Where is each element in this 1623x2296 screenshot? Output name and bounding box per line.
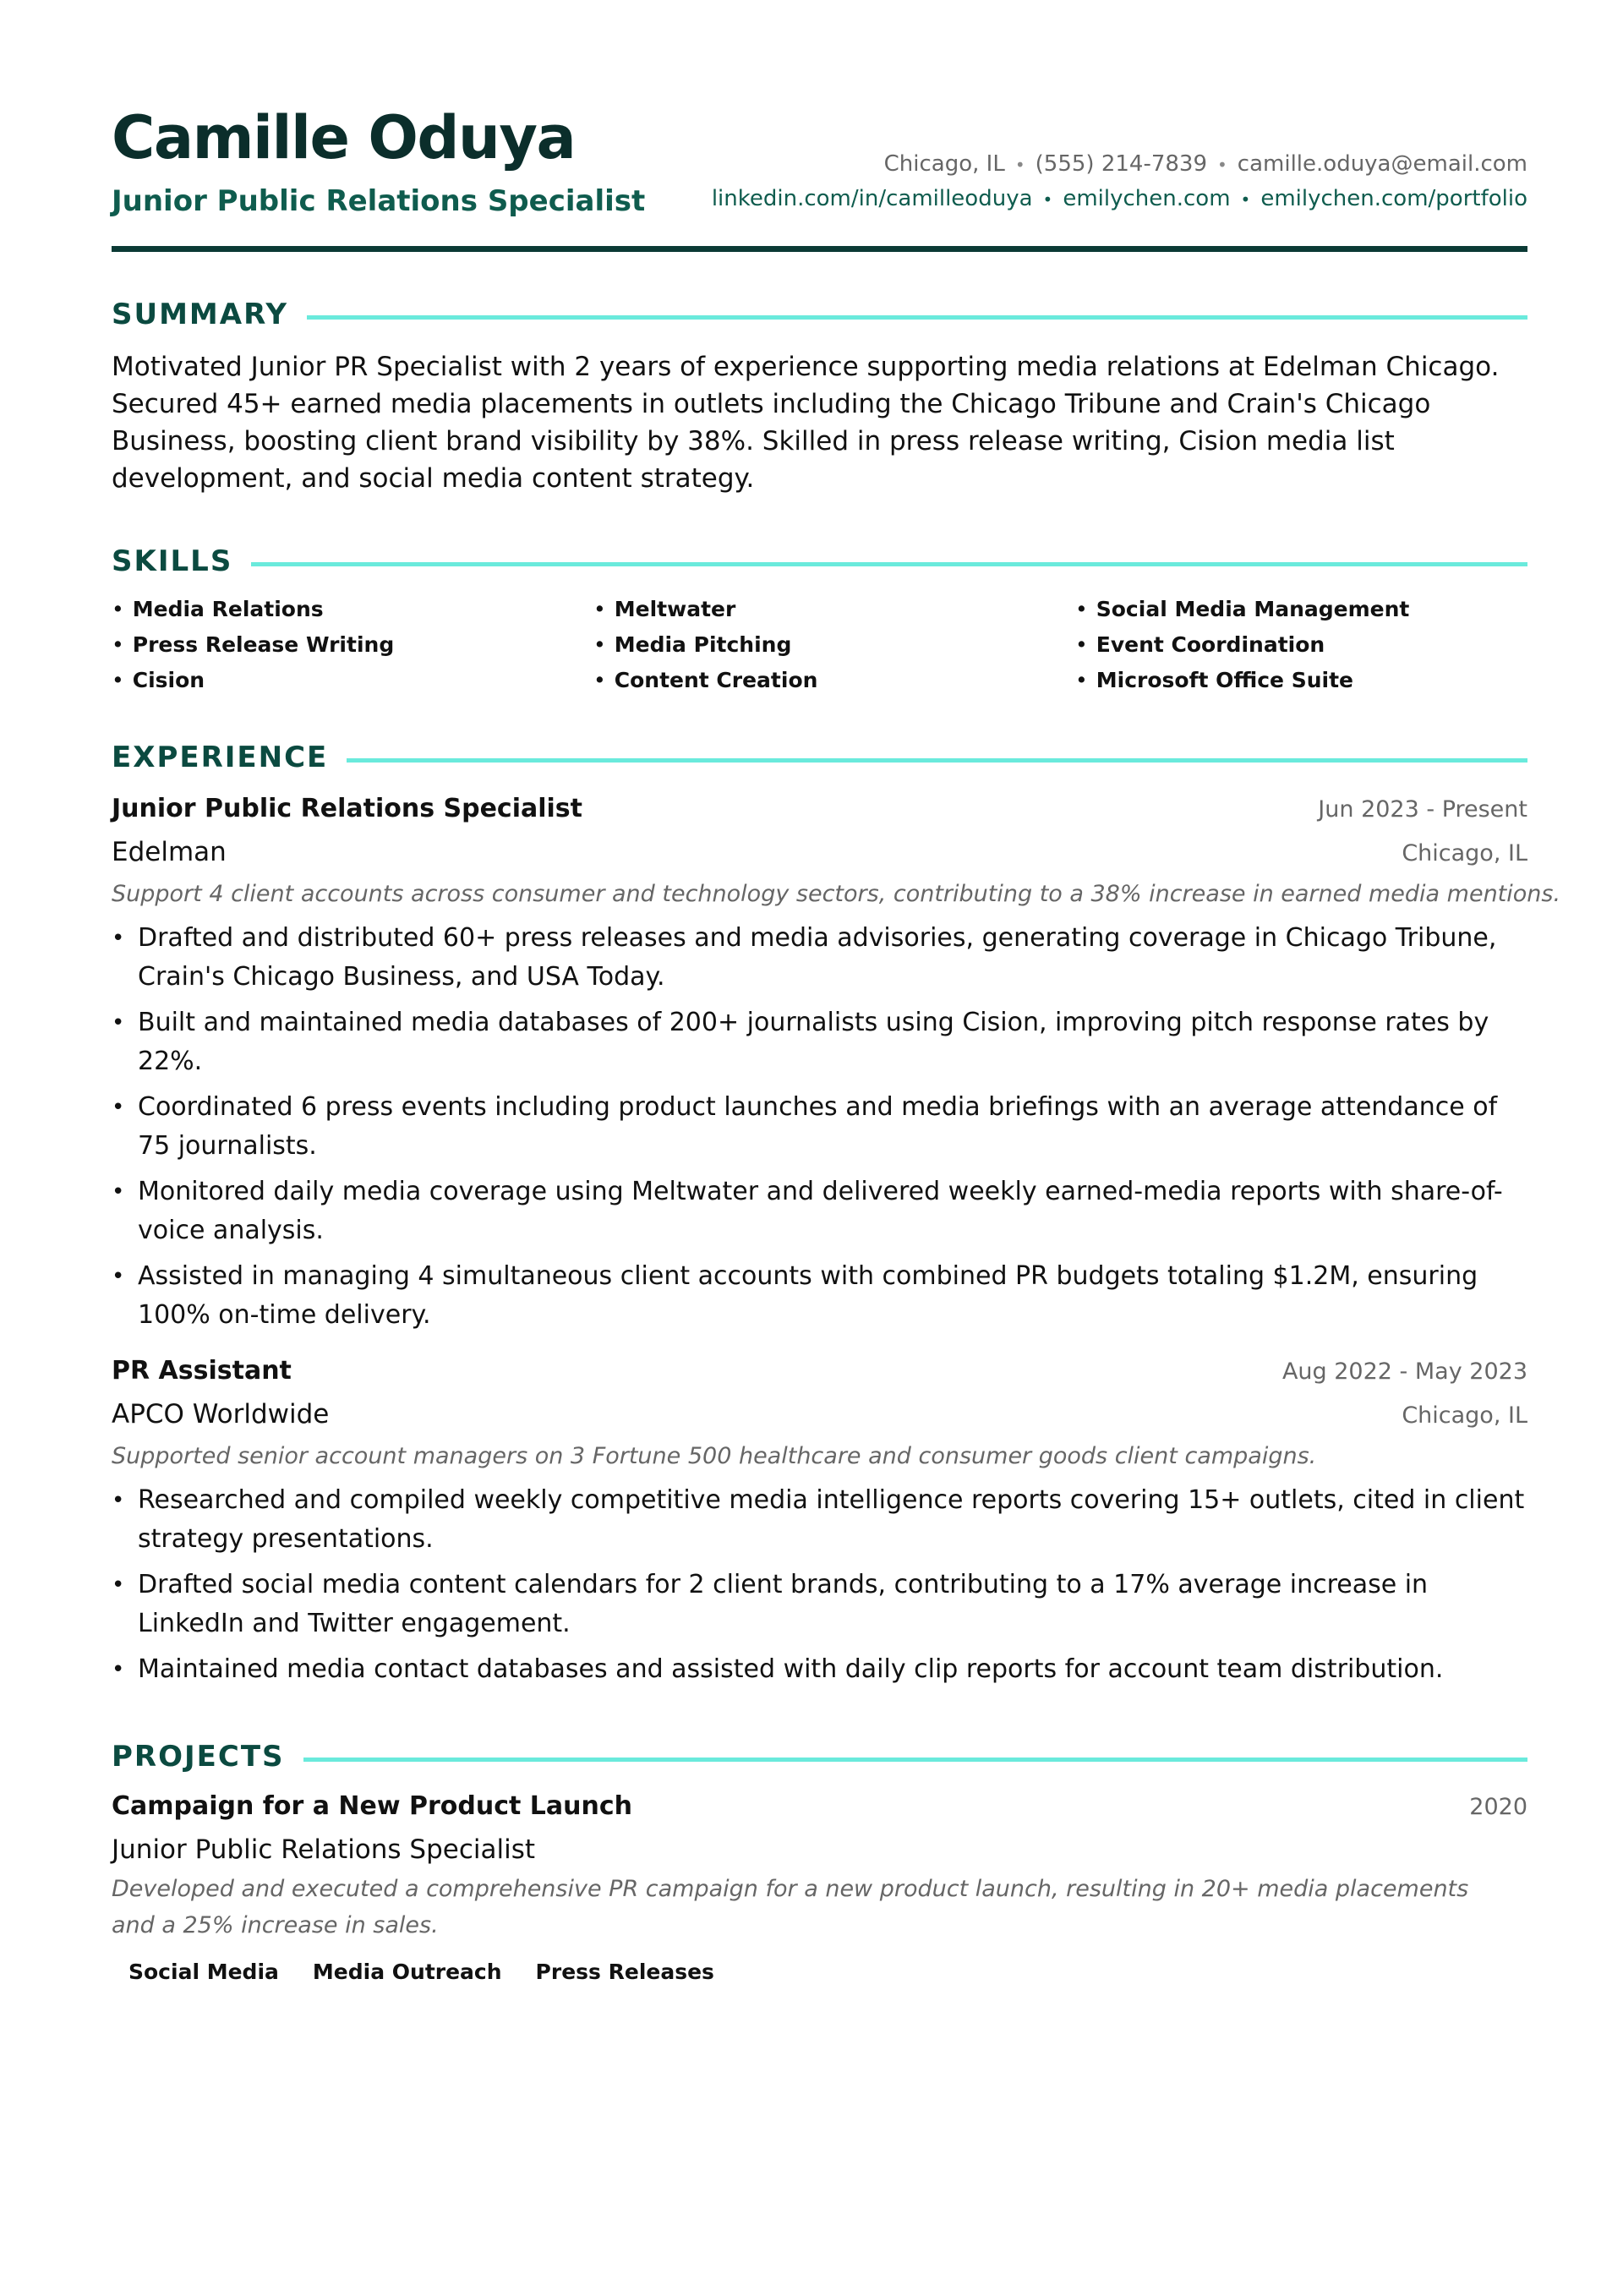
contact-separator: • <box>1014 155 1025 175</box>
job-company: APCO Worldwide <box>112 1399 330 1430</box>
skill-item: • Meltwater <box>593 592 1075 627</box>
job-title: Junior Public Relations Specialist <box>112 794 582 823</box>
experience-section-header <box>112 739 1527 776</box>
project-tag: Press Releases <box>535 1960 714 1984</box>
contact-separator: • <box>1240 189 1251 210</box>
project-tag: Media Outreach <box>312 1960 502 1984</box>
contact-row-primary <box>884 150 1527 179</box>
skill-item: • Press Release Writing <box>112 627 593 663</box>
job-bullet: • Monitored daily media coverage using Meltwater and delivered weekly earned-media reports with share-of-voice analysis. <box>112 1173 1527 1250</box>
job-location: Chicago, IL <box>1402 1402 1527 1429</box>
resume-header <box>112 100 1527 252</box>
job-bullets <box>112 919 1527 1335</box>
skill-item: • Event Coordination <box>1075 627 1527 663</box>
skills-list <box>112 592 1527 698</box>
job-bullet: • Drafted and distributed 60+ press releases and media advisories, generating coverage in Chicago Tribune, Crain's Chicago Business, and USA Today. <box>112 919 1527 997</box>
job-bullet: • Maintained media contact databases and assisted with daily clip reports for account team distribution. <box>112 1650 1527 1689</box>
candidate-title: Junior Public Relations Specialist <box>112 184 646 218</box>
section-rule <box>303 1758 1527 1762</box>
job-entry <box>112 1350 1527 1689</box>
job-description: Supported senior account managers on 3 Fortune 500 healthcare and consumer goods client campaigns. <box>112 1443 1317 1469</box>
skill-item: • Social Media Management <box>1075 592 1527 627</box>
project-entry <box>112 1785 1527 1989</box>
linkedin-link[interactable]: linkedin.com/in/camilleoduya <box>711 186 1033 211</box>
summary-text: Motivated Junior PR Specialist with 2 years of experience supporting media relations at Edelman Chicago. Secured 45+ earned media placements in outlets including the Chicago Tribune and Crain's Chicago Business, boosting client brand visibility by 38%. Skilled in press release writing, Cision media list development, and social media content strategy. <box>112 352 1500 494</box>
contact-separator: • <box>1217 155 1227 175</box>
job-title-row <box>112 788 1527 831</box>
contact-email[interactable]: camille.oduya@email.com <box>1237 151 1527 177</box>
job-dates: Aug 2022 - May 2023 <box>1281 1358 1527 1385</box>
skills-heading: SKILLS <box>112 544 233 578</box>
section-rule <box>307 315 1527 320</box>
job-company: Edelman <box>112 837 227 867</box>
job-entry <box>112 788 1561 1335</box>
skills-section-header <box>112 543 1527 580</box>
section-rule <box>347 758 1527 763</box>
skill-item: • Media Pitching <box>593 627 1075 663</box>
contact-location: Chicago, IL <box>883 151 1005 177</box>
skill-item: • Media Relations <box>112 592 593 627</box>
summary-section-header <box>112 296 1527 333</box>
job-bullet: • Drafted social media content calendars for 2 client brands, contributing to a 17% average increase in LinkedIn and Twitter engagement. <box>112 1566 1527 1643</box>
job-bullets <box>112 1481 1527 1689</box>
projects-section-header <box>112 1738 1527 1775</box>
job-description: Support 4 client accounts across consumer and technology sectors, contributing to a 38% increase in earned media mentions. <box>112 881 1561 907</box>
job-company-row <box>112 1393 1527 1437</box>
section-rule <box>251 562 1527 566</box>
experience-heading: EXPERIENCE <box>112 741 329 774</box>
job-company-row <box>112 831 1527 875</box>
project-tag: Social Media <box>128 1960 279 1984</box>
contact-row-links <box>712 184 1527 214</box>
website-link[interactable]: emilychen.com <box>1063 186 1231 211</box>
project-title: Campaign for a New Product Launch <box>112 1791 633 1821</box>
job-bullet: • Built and maintained media databases of 200+ journalists using Cision, improving pitch response rates by 22%. <box>112 1003 1527 1081</box>
contact-phone[interactable]: (555) 214-7839 <box>1035 151 1207 177</box>
project-description: Developed and executed a comprehensive PR campaign for a new product launch, resulting in 20+ media placements and a 25% increase in sales. <box>112 1876 1469 1938</box>
project-year: 2020 <box>1469 1794 1527 1820</box>
job-bullet: • Researched and compiled weekly competitive media intelligence reports covering 15+ outlets, cited in client strategy presentations. <box>112 1481 1527 1559</box>
job-title: PR Assistant <box>112 1356 292 1386</box>
contact-separator: • <box>1042 189 1053 210</box>
skill-item: • Microsoft Office Suite <box>1075 663 1527 698</box>
project-title-row <box>112 1785 1527 1829</box>
candidate-name: Camille Oduya <box>112 103 576 172</box>
portfolio-link[interactable]: emilychen.com/portfolio <box>1260 186 1527 211</box>
skill-item: • Content Creation <box>593 663 1075 698</box>
skill-item: • Cision <box>112 663 593 698</box>
job-dates: Jun 2023 - Present <box>1318 796 1527 823</box>
job-title-row <box>112 1350 1527 1393</box>
project-tags <box>112 1955 1527 1989</box>
project-role: Junior Public Relations Specialist <box>112 1834 536 1865</box>
projects-heading: PROJECTS <box>112 1740 285 1774</box>
job-location: Chicago, IL <box>1402 840 1527 866</box>
job-bullet: • Assisted in managing 4 simultaneous client accounts with combined PR budgets totaling $1.2M, ensuring 100% on-time delivery. <box>112 1257 1527 1335</box>
summary-heading: SUMMARY <box>112 298 289 331</box>
job-bullet: • Coordinated 6 press events including product launches and media briefings with an average attendance of 75 journalists. <box>112 1088 1527 1166</box>
